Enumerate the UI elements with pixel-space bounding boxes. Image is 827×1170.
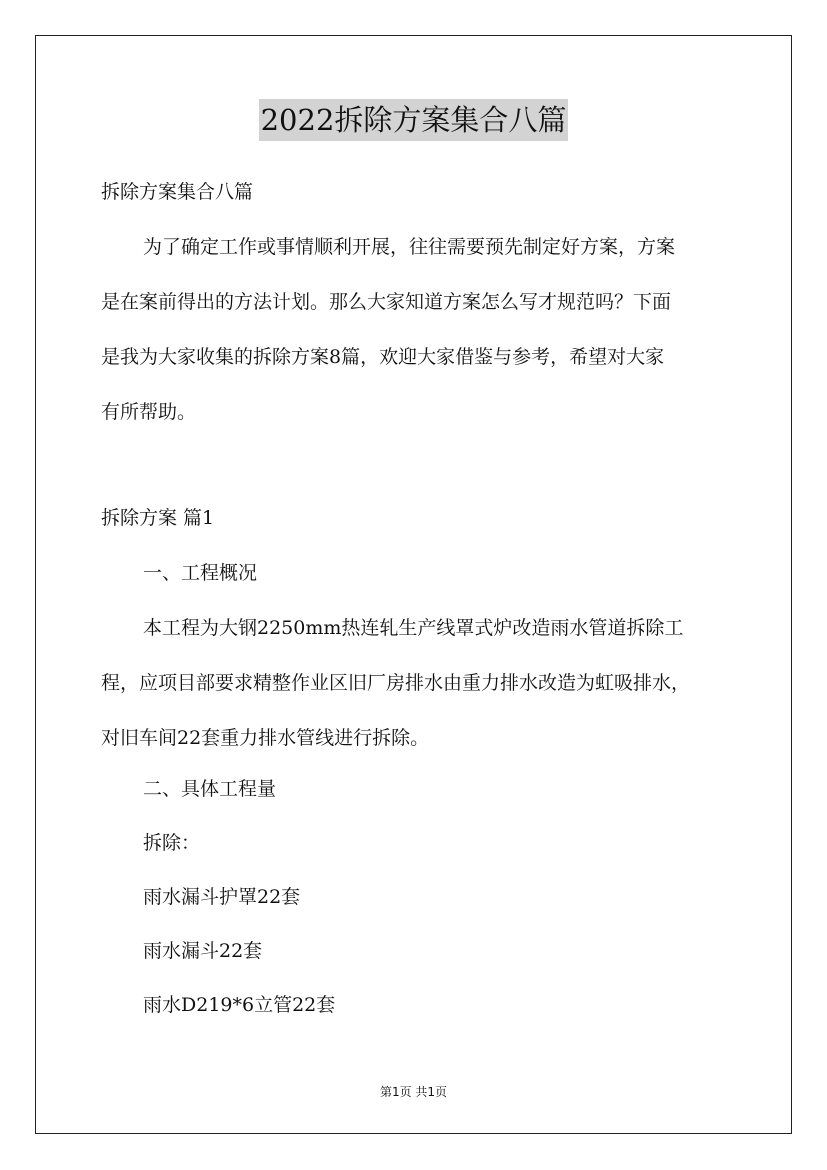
section-heading: 拆除方案 篇1 <box>101 507 215 529</box>
body-line: 本工程为大钢2250mm热连轧生产线罩式炉改造雨水管道拆除工 <box>143 617 684 639</box>
demolish-label: 拆除： <box>143 832 201 854</box>
intro-paragraph <box>101 220 731 440</box>
subtitle: 拆除方案集合八篇 <box>101 181 254 203</box>
body-paragraph <box>101 601 731 766</box>
intro-line: 是在案前得出的方法计划。那么大家知道方案怎么写才规范吗？下面 <box>101 291 672 313</box>
heading-project-overview: 一、工程概况 <box>143 562 258 584</box>
intro-line: 有所帮助。 <box>101 401 197 423</box>
body-line: 对旧车间22套重力排水管线进行拆除。 <box>101 727 430 749</box>
document-title: 2022拆除方案集合八篇 <box>259 99 569 141</box>
list-item: 雨水漏斗22套 <box>143 940 263 962</box>
intro-line: 是我为大家收集的拆除方案8篇，欢迎大家借鉴与参考，希望对大家 <box>101 346 665 368</box>
body-line: 程，应项目部要求精整作业区旧厂房排水由重力排水改造为虹吸排水， <box>101 672 691 694</box>
list-item: 雨水D219*6立管22套 <box>143 994 336 1016</box>
heading-quantities: 二、具体工程量 <box>143 778 277 800</box>
page-number: 第1页 共1页 <box>379 1085 448 1099</box>
intro-line: 为了确定工作或事情顺利开展，往往需要预先制定好方案，方案 <box>143 236 676 258</box>
title-container <box>0 99 827 141</box>
list-item: 雨水漏斗护罩22套 <box>143 886 301 908</box>
